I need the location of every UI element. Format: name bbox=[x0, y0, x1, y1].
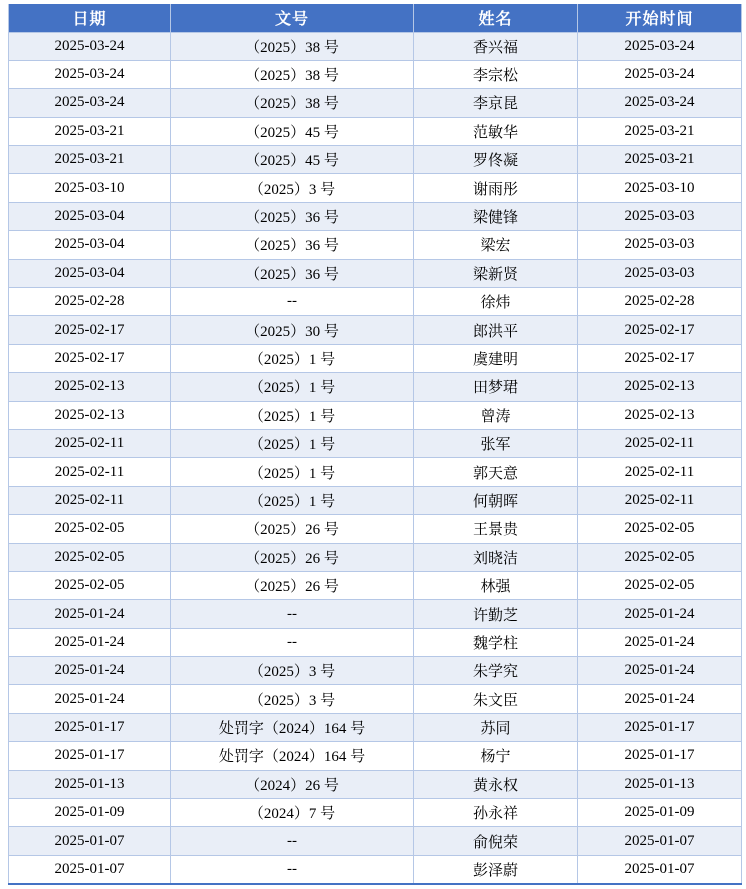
table-row bbox=[9, 742, 742, 770]
table-row bbox=[9, 60, 742, 88]
table-body bbox=[9, 32, 742, 884]
cell-doc_no: （2025）45 号 bbox=[171, 117, 414, 145]
cell-doc_no: （2024）26 号 bbox=[171, 770, 414, 798]
table-row bbox=[9, 770, 742, 798]
cell-doc_no: （2025）1 号 bbox=[171, 373, 414, 401]
table-row bbox=[9, 401, 742, 429]
cell-date: 2025-02-05 bbox=[9, 543, 171, 571]
cell-name: 范敏华 bbox=[414, 117, 578, 145]
cell-name: 李宗松 bbox=[414, 60, 578, 88]
cell-start_time: 2025-03-03 bbox=[578, 259, 742, 287]
table-row bbox=[9, 344, 742, 372]
column-header-doc_no: 文号 bbox=[171, 4, 414, 32]
table-row bbox=[9, 202, 742, 230]
cell-doc_no: -- bbox=[171, 600, 414, 628]
cell-doc_no: -- bbox=[171, 855, 414, 883]
cell-date: 2025-02-13 bbox=[9, 401, 171, 429]
column-header-date: 日期 bbox=[9, 4, 171, 32]
table-header bbox=[9, 4, 742, 32]
cell-doc_no: （2025）1 号 bbox=[171, 458, 414, 486]
cell-start_time: 2025-02-28 bbox=[578, 288, 742, 316]
cell-date: 2025-01-17 bbox=[9, 742, 171, 770]
cell-date: 2025-03-04 bbox=[9, 231, 171, 259]
table-row bbox=[9, 259, 742, 287]
table-row bbox=[9, 486, 742, 514]
cell-date: 2025-01-24 bbox=[9, 600, 171, 628]
cell-date: 2025-02-05 bbox=[9, 571, 171, 599]
cell-doc_no: （2025）36 号 bbox=[171, 202, 414, 230]
cell-start_time: 2025-02-05 bbox=[578, 571, 742, 599]
cell-date: 2025-01-07 bbox=[9, 827, 171, 855]
cell-start_time: 2025-03-24 bbox=[578, 89, 742, 117]
cell-start_time: 2025-02-17 bbox=[578, 344, 742, 372]
cell-date: 2025-03-10 bbox=[9, 174, 171, 202]
cell-date: 2025-01-24 bbox=[9, 628, 171, 656]
cell-name: 罗佟凝 bbox=[414, 146, 578, 174]
cell-name: 何朝晖 bbox=[414, 486, 578, 514]
cell-start_time: 2025-01-07 bbox=[578, 855, 742, 883]
cell-date: 2025-02-13 bbox=[9, 373, 171, 401]
table-row bbox=[9, 373, 742, 401]
cell-date: 2025-02-17 bbox=[9, 316, 171, 344]
cell-date: 2025-02-11 bbox=[9, 458, 171, 486]
table-row bbox=[9, 628, 742, 656]
cell-date: 2025-02-17 bbox=[9, 344, 171, 372]
cell-doc_no: （2025）3 号 bbox=[171, 685, 414, 713]
cell-start_time: 2025-03-03 bbox=[578, 231, 742, 259]
cell-doc_no: -- bbox=[171, 827, 414, 855]
cell-doc_no: （2025）1 号 bbox=[171, 401, 414, 429]
table-row bbox=[9, 146, 742, 174]
table-row bbox=[9, 288, 742, 316]
table-row bbox=[9, 429, 742, 457]
cell-name: 黄永权 bbox=[414, 770, 578, 798]
cell-start_time: 2025-01-17 bbox=[578, 742, 742, 770]
records-table bbox=[8, 4, 742, 885]
cell-start_time: 2025-03-10 bbox=[578, 174, 742, 202]
cell-name: 徐炜 bbox=[414, 288, 578, 316]
cell-doc_no: （2025）1 号 bbox=[171, 486, 414, 514]
cell-start_time: 2025-03-24 bbox=[578, 60, 742, 88]
cell-start_time: 2025-01-13 bbox=[578, 770, 742, 798]
table-row bbox=[9, 657, 742, 685]
cell-date: 2025-02-11 bbox=[9, 486, 171, 514]
table-row bbox=[9, 117, 742, 145]
cell-name: 梁新贤 bbox=[414, 259, 578, 287]
cell-date: 2025-01-17 bbox=[9, 713, 171, 741]
cell-date: 2025-03-04 bbox=[9, 259, 171, 287]
table-row bbox=[9, 855, 742, 883]
cell-name: 梁健锋 bbox=[414, 202, 578, 230]
cell-date: 2025-01-09 bbox=[9, 799, 171, 827]
cell-date: 2025-02-28 bbox=[9, 288, 171, 316]
cell-name: 谢雨彤 bbox=[414, 174, 578, 202]
cell-name: 朱文臣 bbox=[414, 685, 578, 713]
table-row bbox=[9, 571, 742, 599]
cell-date: 2025-03-21 bbox=[9, 146, 171, 174]
cell-doc_no: -- bbox=[171, 288, 414, 316]
cell-name: 香兴福 bbox=[414, 32, 578, 60]
cell-doc_no: （2025）3 号 bbox=[171, 174, 414, 202]
cell-start_time: 2025-02-17 bbox=[578, 316, 742, 344]
cell-doc_no: （2025）36 号 bbox=[171, 231, 414, 259]
cell-start_time: 2025-02-11 bbox=[578, 486, 742, 514]
cell-name: 许勤芝 bbox=[414, 600, 578, 628]
cell-name: 彭泽蔚 bbox=[414, 855, 578, 883]
cell-date: 2025-01-13 bbox=[9, 770, 171, 798]
cell-start_time: 2025-01-07 bbox=[578, 827, 742, 855]
cell-doc_no: （2025）38 号 bbox=[171, 32, 414, 60]
cell-date: 2025-02-05 bbox=[9, 515, 171, 543]
cell-name: 李京昆 bbox=[414, 89, 578, 117]
cell-start_time: 2025-01-17 bbox=[578, 713, 742, 741]
table-row bbox=[9, 32, 742, 60]
cell-doc_no: （2025）38 号 bbox=[171, 60, 414, 88]
cell-start_time: 2025-03-21 bbox=[578, 146, 742, 174]
cell-name: 刘晓洁 bbox=[414, 543, 578, 571]
table-row bbox=[9, 174, 742, 202]
cell-name: 朱学究 bbox=[414, 657, 578, 685]
cell-start_time: 2025-01-24 bbox=[578, 628, 742, 656]
table-row bbox=[9, 685, 742, 713]
cell-date: 2025-03-21 bbox=[9, 117, 171, 145]
cell-doc_no: （2025）45 号 bbox=[171, 146, 414, 174]
table-row bbox=[9, 89, 742, 117]
cell-name: 张军 bbox=[414, 429, 578, 457]
table-row bbox=[9, 231, 742, 259]
cell-doc_no: （2025）36 号 bbox=[171, 259, 414, 287]
cell-date: 2025-03-04 bbox=[9, 202, 171, 230]
cell-start_time: 2025-02-13 bbox=[578, 373, 742, 401]
cell-start_time: 2025-03-21 bbox=[578, 117, 742, 145]
cell-doc_no: （2025）26 号 bbox=[171, 543, 414, 571]
records-table-container bbox=[8, 4, 741, 885]
table-row bbox=[9, 316, 742, 344]
cell-date: 2025-02-11 bbox=[9, 429, 171, 457]
table-row bbox=[9, 543, 742, 571]
cell-doc_no: -- bbox=[171, 628, 414, 656]
cell-date: 2025-01-07 bbox=[9, 855, 171, 883]
cell-name: 王景贵 bbox=[414, 515, 578, 543]
cell-doc_no: （2025）3 号 bbox=[171, 657, 414, 685]
cell-start_time: 2025-01-24 bbox=[578, 657, 742, 685]
cell-name: 林强 bbox=[414, 571, 578, 599]
column-header-name: 姓名 bbox=[414, 4, 578, 32]
cell-start_time: 2025-02-13 bbox=[578, 401, 742, 429]
cell-start_time: 2025-01-24 bbox=[578, 685, 742, 713]
cell-start_time: 2025-02-11 bbox=[578, 429, 742, 457]
table-row bbox=[9, 827, 742, 855]
cell-doc_no: （2024）7 号 bbox=[171, 799, 414, 827]
cell-name: 曾涛 bbox=[414, 401, 578, 429]
cell-name: 苏同 bbox=[414, 713, 578, 741]
cell-doc_no: 处罚字（2024）164 号 bbox=[171, 742, 414, 770]
cell-start_time: 2025-02-11 bbox=[578, 458, 742, 486]
cell-doc_no: （2025）1 号 bbox=[171, 344, 414, 372]
cell-name: 梁宏 bbox=[414, 231, 578, 259]
cell-name: 郎洪平 bbox=[414, 316, 578, 344]
table-row bbox=[9, 458, 742, 486]
cell-doc_no: （2025）38 号 bbox=[171, 89, 414, 117]
cell-doc_no: （2025）26 号 bbox=[171, 515, 414, 543]
cell-start_time: 2025-03-03 bbox=[578, 202, 742, 230]
cell-name: 孙永祥 bbox=[414, 799, 578, 827]
cell-date: 2025-03-24 bbox=[9, 60, 171, 88]
cell-start_time: 2025-02-05 bbox=[578, 543, 742, 571]
cell-start_time: 2025-02-05 bbox=[578, 515, 742, 543]
cell-doc_no: （2025）1 号 bbox=[171, 429, 414, 457]
cell-name: 田梦珺 bbox=[414, 373, 578, 401]
header-row bbox=[9, 4, 742, 32]
cell-date: 2025-01-24 bbox=[9, 657, 171, 685]
cell-date: 2025-03-24 bbox=[9, 32, 171, 60]
table-row bbox=[9, 799, 742, 827]
table-row bbox=[9, 600, 742, 628]
cell-start_time: 2025-03-24 bbox=[578, 32, 742, 60]
cell-start_time: 2025-01-24 bbox=[578, 600, 742, 628]
cell-name: 杨宁 bbox=[414, 742, 578, 770]
cell-date: 2025-03-24 bbox=[9, 89, 171, 117]
cell-doc_no: 处罚字（2024）164 号 bbox=[171, 713, 414, 741]
cell-date: 2025-01-24 bbox=[9, 685, 171, 713]
cell-doc_no: （2025）30 号 bbox=[171, 316, 414, 344]
table-row bbox=[9, 515, 742, 543]
column-header-start_time: 开始时间 bbox=[578, 4, 742, 32]
table-row bbox=[9, 713, 742, 741]
cell-name: 虞建明 bbox=[414, 344, 578, 372]
cell-start_time: 2025-01-09 bbox=[578, 799, 742, 827]
cell-name: 俞倪荣 bbox=[414, 827, 578, 855]
cell-doc_no: （2025）26 号 bbox=[171, 571, 414, 599]
cell-name: 魏学柱 bbox=[414, 628, 578, 656]
cell-name: 郭天意 bbox=[414, 458, 578, 486]
